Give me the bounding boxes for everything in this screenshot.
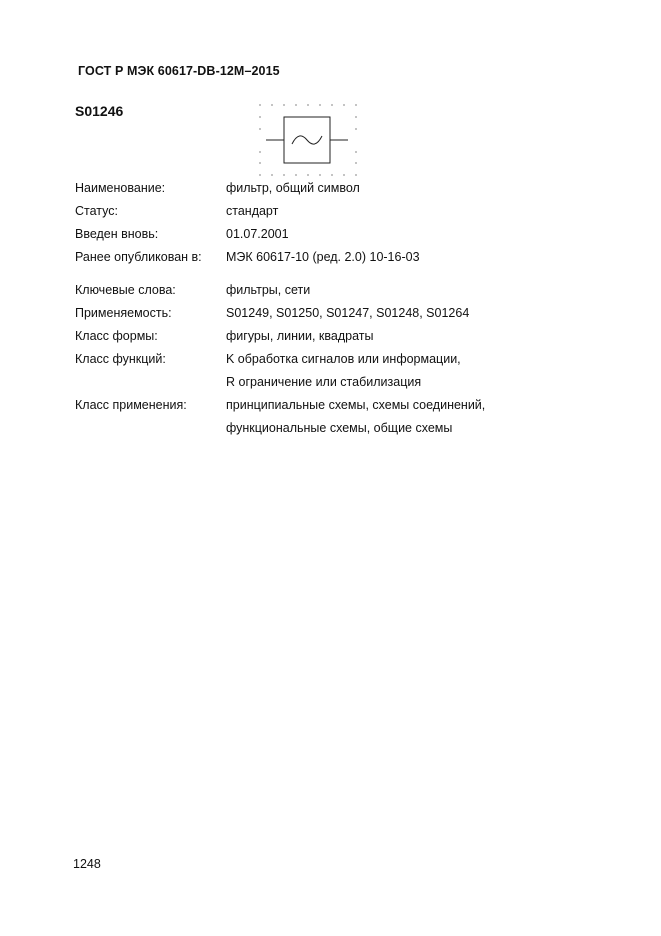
symbol-code: S01246 — [75, 103, 124, 119]
field-introduced-label: Введен вновь: — [75, 227, 159, 241]
field-name-value: фильтр, общий символ — [226, 181, 360, 195]
field-status-value: стандарт — [226, 204, 279, 218]
field-status-label: Статус: — [75, 204, 118, 218]
field-previously-published-value: МЭК 60617-10 (ред. 2.0) 10-16-03 — [226, 250, 420, 264]
field-application-class-value-1: принципиальные схемы, схемы соединений, — [226, 398, 486, 412]
field-name-label: Наименование: — [75, 181, 166, 195]
field-previously-published-label: Ранее опубликован в: — [75, 250, 202, 264]
field-applicability-label: Применяемость: — [75, 306, 172, 320]
field-function-class-value-1: K обработка сигналов или информации, — [226, 352, 461, 366]
field-introduced-value: 01.07.2001 — [226, 227, 289, 241]
filter-wave — [292, 136, 322, 144]
page-number: 1248 — [73, 857, 101, 871]
field-shape-class-value: фигуры, линии, квадраты — [226, 329, 374, 343]
field-keywords-value: фильтры, сети — [226, 283, 311, 297]
field-shape-class-label: Класс формы: — [75, 329, 158, 343]
field-application-class-value-2: функциональные схемы, общие схемы — [226, 421, 453, 435]
field-function-class-label: Класс функций: — [75, 352, 166, 366]
field-application-class-label: Класс применения: — [75, 398, 187, 412]
filter-symbol-icon — [252, 100, 364, 180]
document-header: ГОСТ Р МЭК 60617-DB-12M–2015 — [78, 64, 280, 78]
field-keywords-label: Ключевые слова: — [75, 283, 176, 297]
field-function-class-value-2: R ограничение или стабилизация — [226, 375, 422, 389]
field-applicability-value: S01249, S01250, S01247, S01248, S01264 — [226, 306, 470, 320]
